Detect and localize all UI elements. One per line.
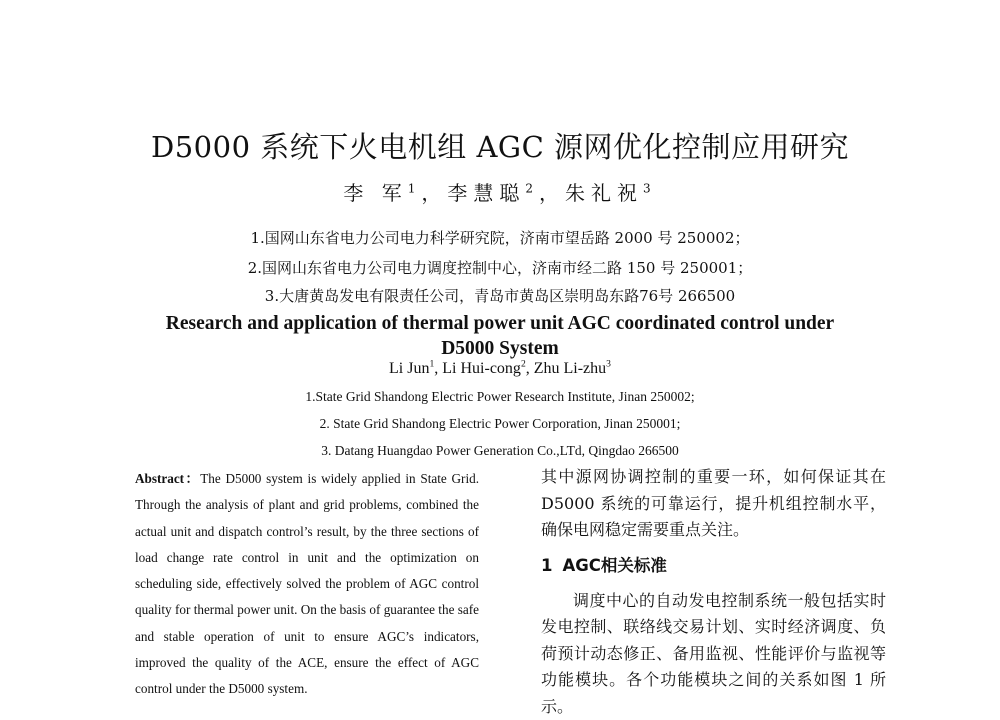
author-affiliation-mark: 2 xyxy=(521,359,526,370)
paper-title-cn: D5000 系统下火电机组 AGC 源网优化控制应用研究 xyxy=(0,125,1000,166)
author-name: 李 军 xyxy=(343,181,407,205)
abstract-label: Abstract： xyxy=(135,471,200,486)
author-affiliation-mark: 3 xyxy=(643,181,657,195)
author-list-cn xyxy=(0,177,1000,206)
body-column-right xyxy=(541,464,886,720)
author-name: 李慧聪 xyxy=(447,181,525,205)
author-list-en xyxy=(0,360,1000,378)
author-separator: ， xyxy=(421,181,447,205)
body-paragraph: 调度中心的自动发电控制系统一般包括实时发电控制、联络线交易计划、实时经济调度、负荷预计动态修正、备用监视、性能评价与监视等功能模块。各个功能模块之间的关系如图 1 所示。 xyxy=(541,588,886,720)
paper-title-en-line: D5000 System xyxy=(0,336,1000,361)
author-name: Li Hui-cong xyxy=(442,360,521,377)
abstract xyxy=(135,466,479,703)
author-separator: , xyxy=(526,360,534,377)
section-heading xyxy=(541,554,886,578)
body-paragraph: 其中源网协调控制的重要一环，如何保证其在D5000 系统的可靠运行，提升机组控制水平，确保电网稳定需要重点关注。 xyxy=(541,464,886,544)
author-affiliation-mark: 2 xyxy=(525,181,539,195)
author-separator: ， xyxy=(539,181,565,205)
author-name: Zhu Li-zhu xyxy=(534,360,606,377)
section-number: 1 xyxy=(541,556,552,575)
author-affiliation-mark: 3 xyxy=(606,359,611,370)
paper-title-en-line: Research and application of thermal power unit AGC coordinated control under xyxy=(0,311,1000,336)
paper-title-en xyxy=(0,311,1000,361)
author-name: 朱礼祝 xyxy=(565,181,643,205)
author-separator: , xyxy=(434,360,442,377)
affiliation-en: 2. State Grid Shandong Electric Power Corporation, Jinan 250001; xyxy=(0,416,1000,432)
author-affiliation-mark: 1 xyxy=(408,181,422,195)
affiliation-en: 1.State Grid Shandong Electric Power Research Institute, Jinan 250002; xyxy=(0,389,1000,405)
author-affiliation-mark: 1 xyxy=(429,359,434,370)
section-title: AGC相关标准 xyxy=(562,556,666,575)
author-name: Li Jun xyxy=(389,360,429,377)
affiliation-en: 3. Datang Huangdao Power Generation Co.,LTd, Qingdao 266500 xyxy=(0,443,1000,459)
affiliation-cn: 2.国网山东省电力公司电力调度控制中心，济南市经二路 150 号 250001； xyxy=(0,257,1000,278)
abstract-text: The D5000 system is widely applied in State Grid. Through the analysis of plant and grid problems, combined the actual unit and dispatch control’s result, by the three sections of load change rate control in unit and the optimization on scheduling side, effectively solved the problem of AGC control quality for thermal power unit. On the basis of guarantee the safe and stable operation of unit to ensure AGC’s indicators, improved the quality of the ACE, ensure the effect of AGC control under the D5000 system. xyxy=(135,471,479,696)
affiliation-cn: 1.国网山东省电力公司电力科学研究院，济南市望岳路 2000 号 250002； xyxy=(0,227,1000,248)
affiliation-cn: 3.大唐黄岛发电有限责任公司，青岛市黄岛区崇明岛东路76号 266500 xyxy=(0,285,1000,306)
